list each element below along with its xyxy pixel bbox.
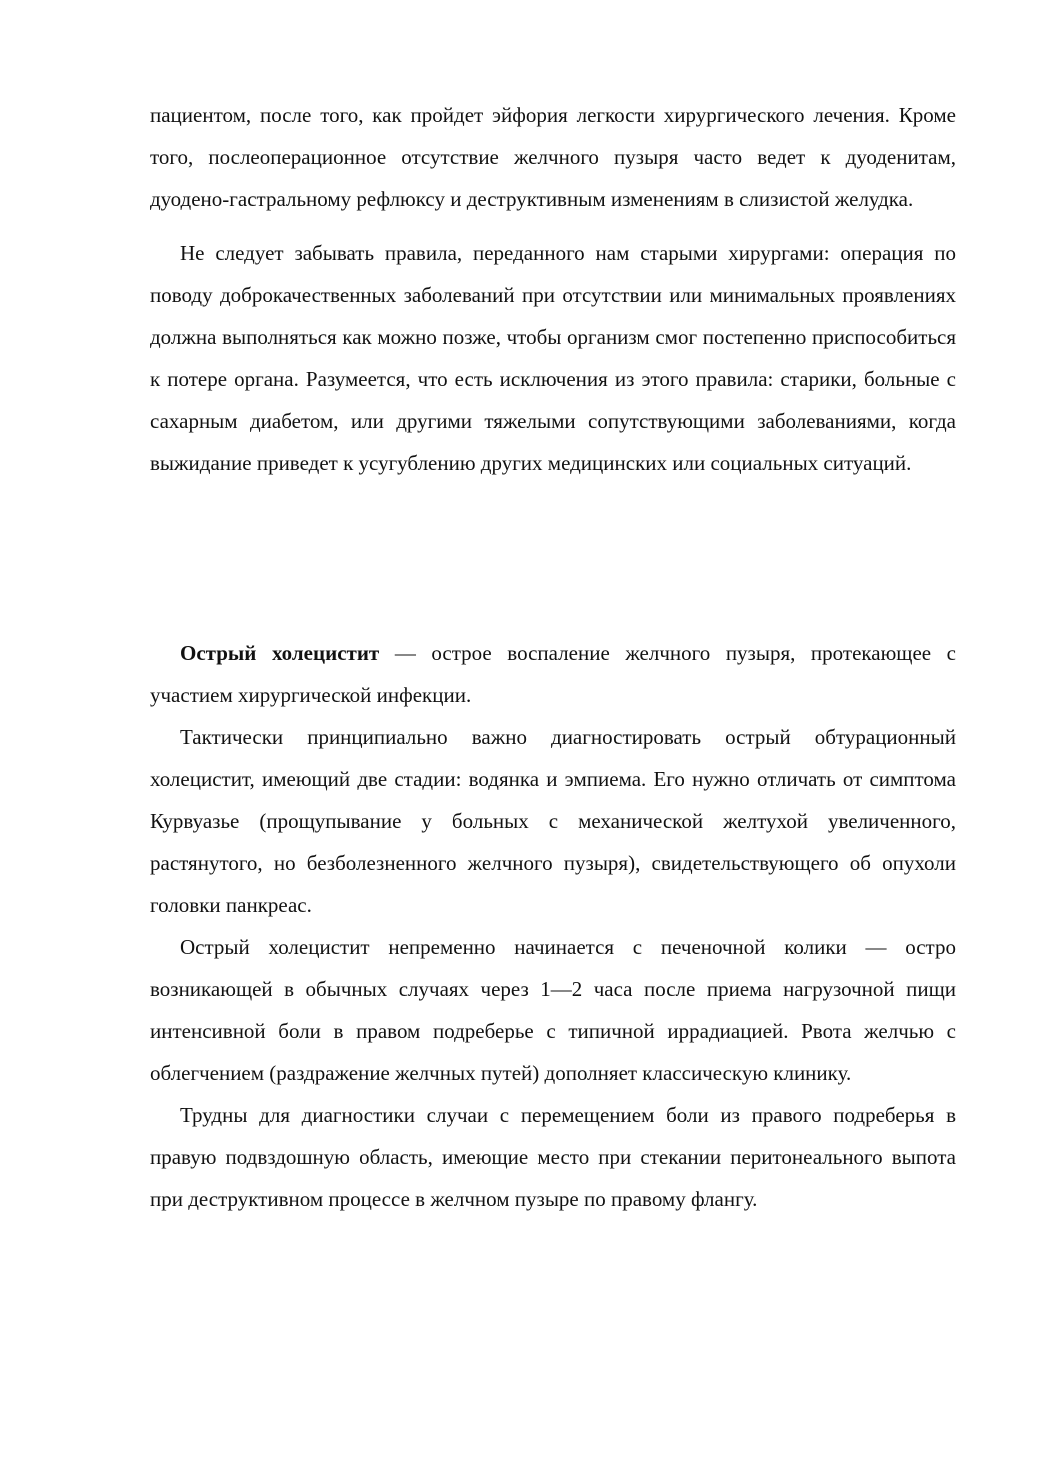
paragraph-diagnostics: Трудны для диагностики случаи с перемещением боли из правого подреберья в правую подвздошную область, имеющие место при стекании перитонеального выпота при деструктивном процессе в желчном пузыре по правому флангу. bbox=[150, 1103, 956, 1211]
term-acute-cholecystitis: Острый холецистит bbox=[180, 641, 380, 665]
text-block-top bbox=[150, 94, 956, 484]
text-block-bottom bbox=[150, 632, 956, 1220]
paragraph-definition bbox=[150, 632, 956, 716]
paragraph-tactics: Тактически принципиально важно диагностировать острый обтурационный холецистит, имеющий две стадии: водянка и эмпиема. Его нужно отличать от симптома Курвуазье (прощупывание у больных с механической желтухой увеличенного, растянутого, но безболезненного желчного пузыря), свидетельствующего об опухоли головки панкреас. bbox=[150, 725, 956, 917]
paragraph-surgeons-rule: Не следует забывать правила, переданного нам старыми хирургами: операция по поводу доброкачественных заболеваний при отсутствии или минимальных проявлениях должна выполняться как можно позже, чтобы организм смог постепенно приспособиться к потере органа. Разумеется, что есть исключения из этого правила: старики, больные с сахарным диабетом, или другими тяжелыми сопутствующими заболеваниями, когда выжидание приведет к усугублению других медицинских или социальных ситуаций. bbox=[150, 241, 956, 475]
paragraph-onset: Острый холецистит непременно начинается с печеночной колики — остро возникающей в обычных случаях через 1—2 часа после приема нагрузочной пищи интенсивной боли в правом подреберье с типичной иррадиацией. Рвота желчью с облегчением (раздражение желчных путей) дополняет классическую клинику. bbox=[150, 935, 956, 1085]
definition-text: — острое воспаление желчного пузыря, протекающее с участием хирургической инфекции. bbox=[150, 641, 956, 707]
paragraph-continuation: пациентом, после того, как пройдет эйфория легкости хирургического лечения. Кроме того, послеоперационное отсутствие желчного пузыря часто ведет к дуоденитам, дуодено-гастральному рефлюксу и деструктивным изменениям в слизистой желудка. bbox=[150, 103, 956, 211]
